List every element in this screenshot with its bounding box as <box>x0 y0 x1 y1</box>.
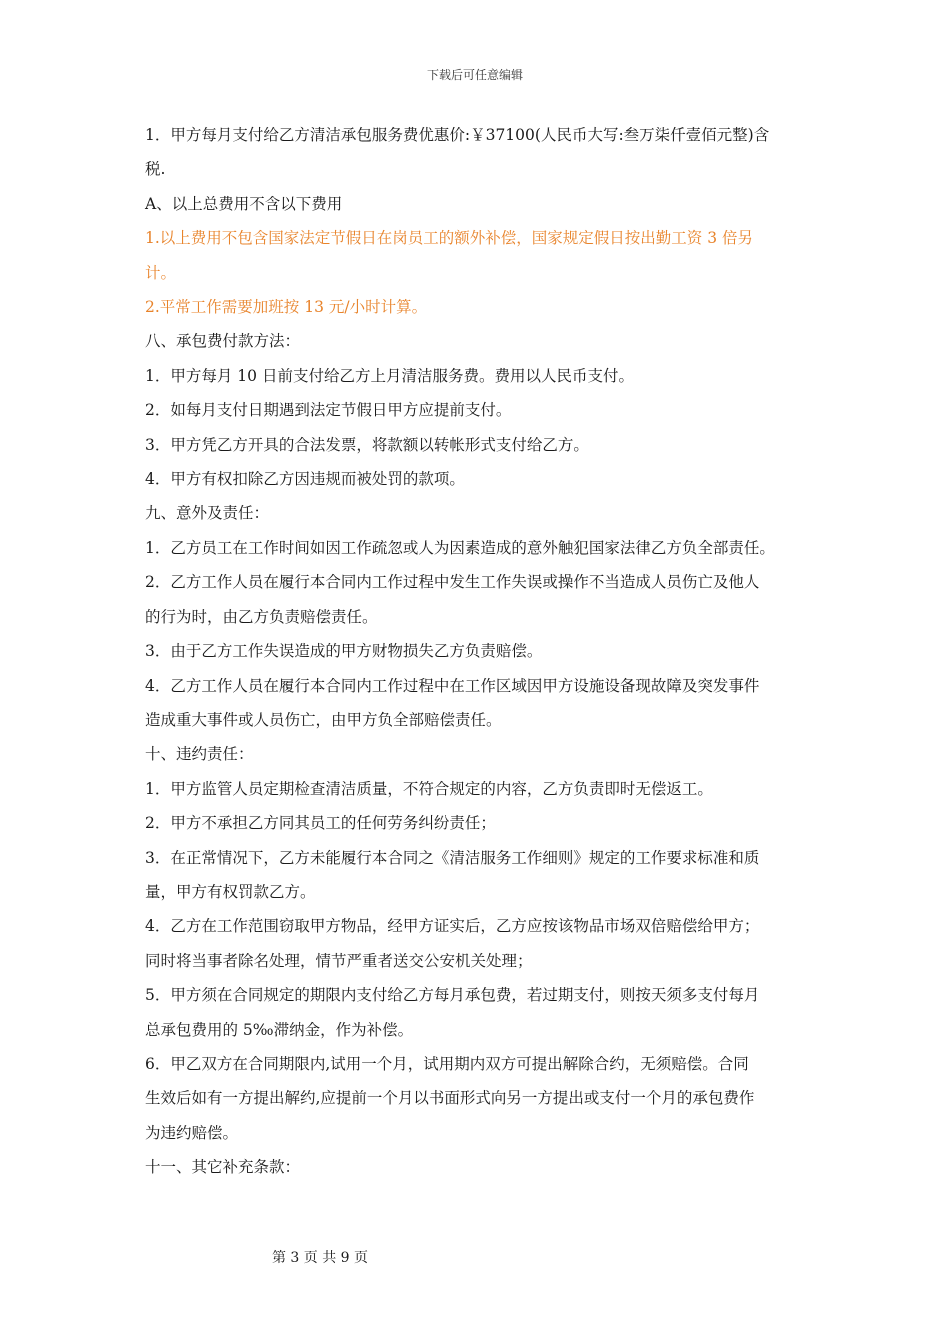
text-line: 1．甲方每月 10 日前支付给乙方上月清洁服务费。费用以人民币支付。 <box>145 366 634 385</box>
text-line: 造成重大事件或人员伤亡，由甲方负全部赔偿责任。 <box>145 710 502 729</box>
text-line: 计。 <box>145 263 177 282</box>
text-line: 3．在正常情况下，乙方未能履行本合同之《清洁服务工作细则》规定的工作要求标准和质 <box>145 848 760 867</box>
text-line: 量，甲方有权罚款乙方。 <box>145 882 316 901</box>
text-line: 3．甲方凭乙方开具的合法发票，将款额以转帐形式支付给乙方。 <box>145 435 589 454</box>
text-line: 4．乙方工作人员在履行本合同内工作过程中在工作区域因甲方设施设备现故障及突发事件 <box>145 676 760 695</box>
text-line: 2.平常工作需要加班按 13 元/小时计算。 <box>145 298 428 317</box>
text-line: 税. <box>145 160 166 179</box>
text-line: 1.以上费用不包含国家法定节假日在岗员工的额外补偿，国家规定假日按出勤工资 3 倍另 <box>145 229 754 248</box>
text-line: 2．如每月支付日期遇到法定节假日甲方应提前支付。 <box>145 401 512 420</box>
text-line: 十一、其它补充条款： <box>145 1158 301 1177</box>
text-line: 5．甲方须在合同规定的期限内支付给乙方每月承包费，若过期支付，则按天须多支付每月 <box>145 986 760 1005</box>
text-line: 为违约赔偿。 <box>145 1123 239 1142</box>
text-line: 2．甲方不承担乙方同其员工的任何劳务纠纷责任； <box>145 814 496 833</box>
page-header: 下载后可任意编辑 <box>426 68 523 82</box>
text-line: 1．甲方每月支付给乙方清洁承包服务费优惠价:￥37100(人民币大写:叁万柒仟壹佰元整)含 <box>145 126 770 144</box>
text-line: 1．甲方监管人员定期检查清洁质量，不符合规定的内容，乙方负责即时无偿返工。 <box>145 779 713 798</box>
page-footer: 第 3 页 共 9 页 <box>271 1250 369 1266</box>
text-line: 3．由于乙方工作失误造成的甲方财物损失乙方负责赔偿。 <box>145 642 543 661</box>
text-line: 6．甲乙双方在合同期限内,试用一个月，试用期内双方可提出解除合约，无须赔偿。合同 <box>145 1054 749 1073</box>
text-line: 同时将当事者除名处理，情节严重者送交公安机关处理； <box>145 951 533 970</box>
text-line: 4．甲方有权扣除乙方因违规而被处罚的款项。 <box>145 470 465 489</box>
text-line: 4．乙方在工作范围窃取甲方物品，经甲方证实后，乙方应按该物品市场双倍赔偿给甲方； <box>145 917 760 936</box>
document-body <box>145 118 813 1185</box>
text-line: 十、违约责任： <box>145 745 254 764</box>
text-line: 八、承包费付款方法： <box>145 332 301 351</box>
text-line: 总承包费用的 5‰滞纳金，作为补偿。 <box>145 1020 414 1039</box>
text-line: A、以上总费用不含以下费用 <box>145 194 343 213</box>
text-line: 的行为时，由乙方负责赔偿责任。 <box>145 607 378 626</box>
text-line: 1．乙方员工在工作时间如因工作疏忽或人为因素造成的意外触犯国家法律乙方负全部责任。 <box>145 538 775 557</box>
text-line: 2．乙方工作人员在履行本合同内工作过程中发生工作失误或操作不当造成人员伤亡及他人 <box>145 573 760 592</box>
text-line: 九、意外及责任： <box>145 504 270 523</box>
text-line: 生效后如有一方提出解约,应提前一个月以书面形式向另一方提出或支付一个月的承包费作 <box>145 1089 755 1108</box>
